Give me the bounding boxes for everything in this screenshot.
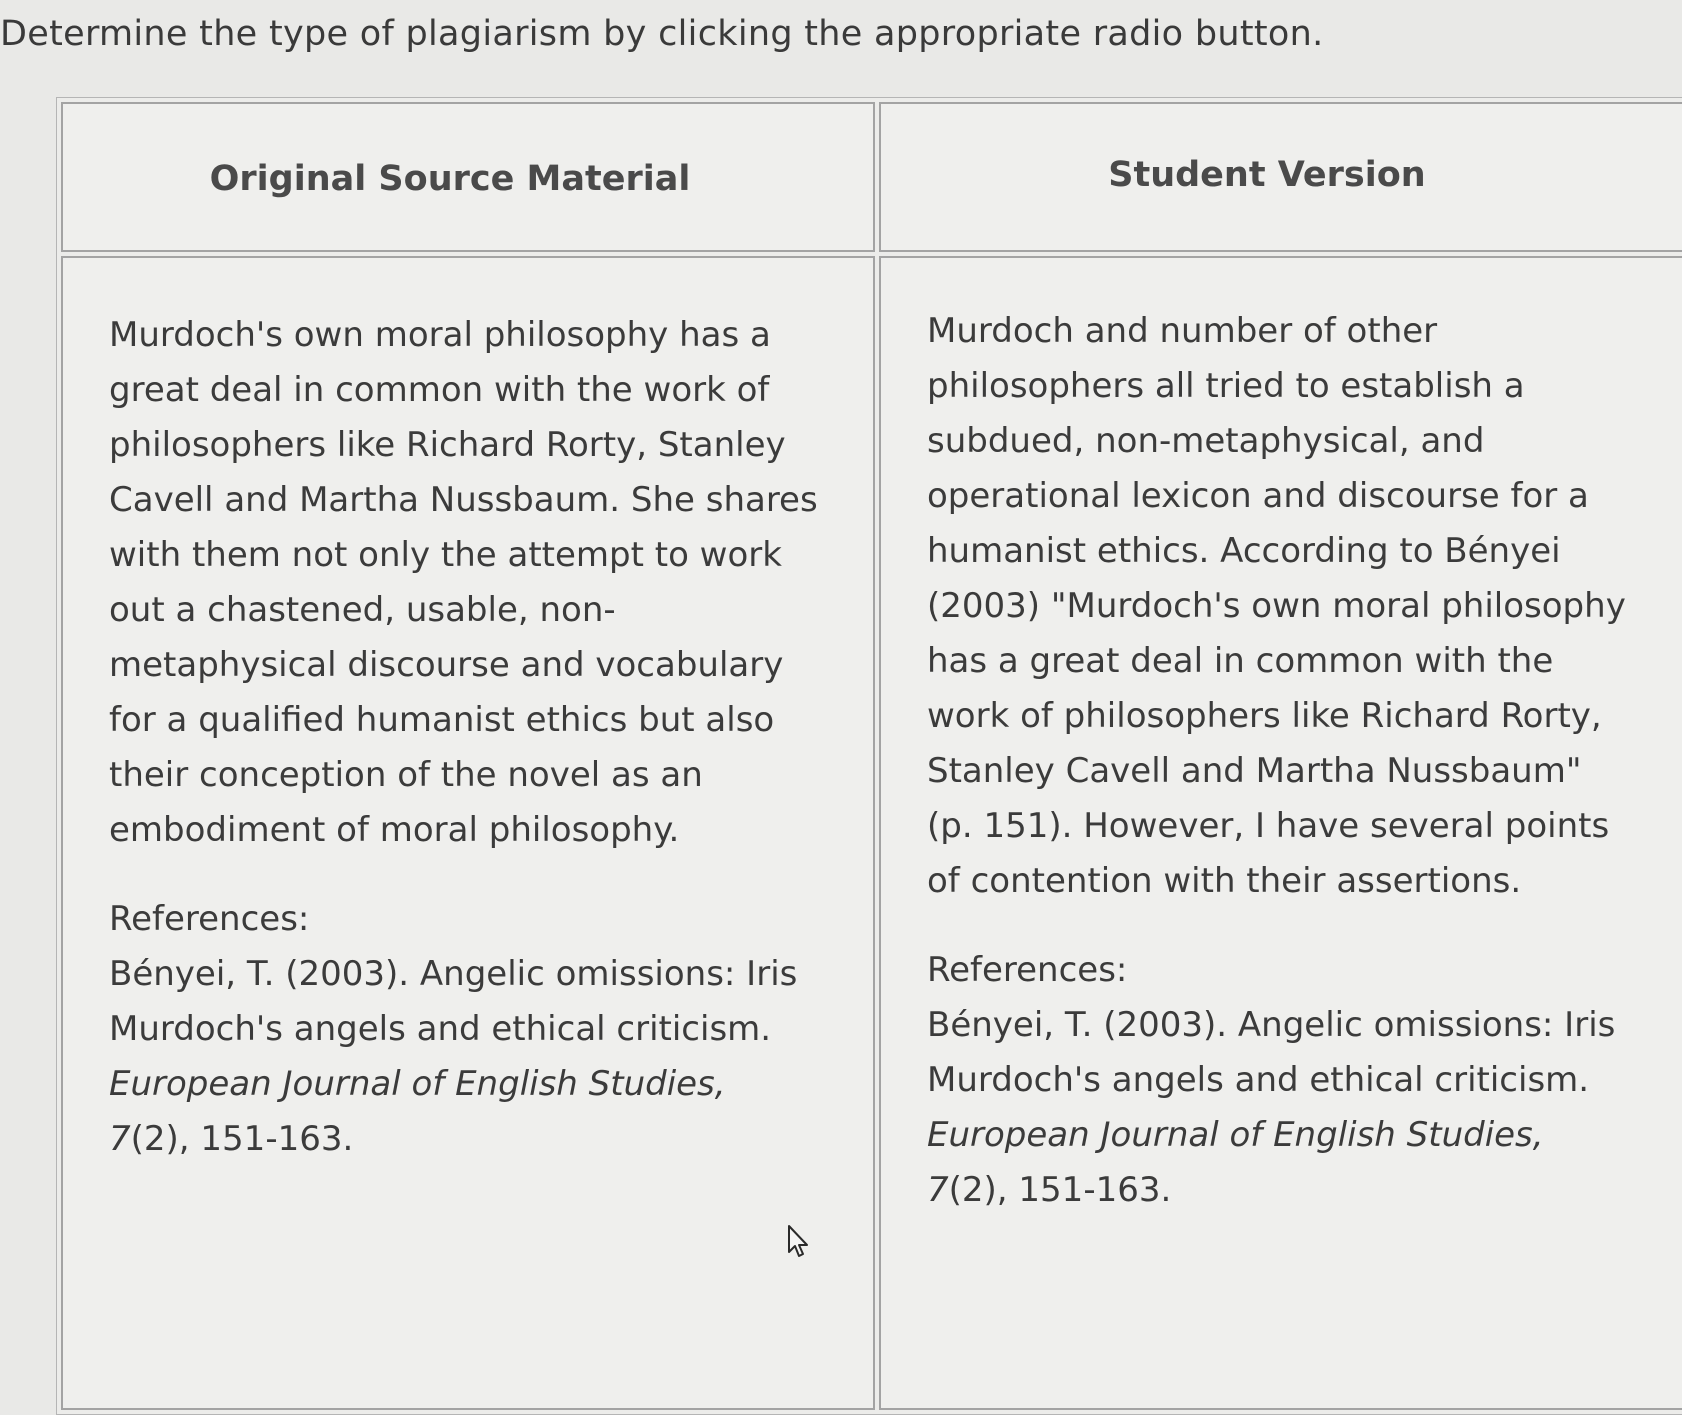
student-line: (2003) "Murdoch's own moral philosophy [927, 586, 1626, 626]
original-line: Cavell and Martha Nussbaum. She shares [109, 480, 818, 520]
original-line: Murdoch's own moral philosophy has a [109, 315, 771, 355]
reference-line: Bényei, T. (2003). Angelic omissions: Iris [927, 1005, 1616, 1045]
table-header-row [61, 102, 1682, 252]
original-line: with them not only the attempt to work [109, 535, 782, 575]
original-line: great deal in common with the work of [109, 370, 770, 410]
original-line: for a qualified humanist ethics but also [109, 700, 775, 740]
student-line: (p. 151). However, I have several points [927, 806, 1610, 846]
student-line: work of philosophers like Richard Rorty, [927, 696, 1602, 736]
student-line: philosophers all tried to establish a [927, 366, 1525, 406]
reference-journal: European Journal of English Studies, [109, 1064, 726, 1104]
student-line: of contention with their assertions. [927, 861, 1522, 901]
original-source-cell [61, 256, 875, 1410]
references-label: References: [109, 899, 310, 939]
student-line: humanist ethics. According to Bényei [927, 531, 1561, 571]
original-passage [109, 308, 843, 858]
student-passage [927, 304, 1649, 909]
table-row [61, 256, 1682, 1410]
reference-volume: 7 [109, 1119, 131, 1159]
references-label: References: [927, 950, 1128, 990]
student-line: subdued, non-metaphysical, and [927, 421, 1485, 461]
reference-issue-pages: (2), 151-163. [130, 1119, 354, 1159]
student-version-header-label: Student Version [1108, 155, 1426, 195]
comparison-table [56, 97, 1682, 1415]
original-source-header [61, 102, 875, 252]
student-version-header [879, 102, 1682, 252]
reference-line: Murdoch's angels and ethical criticism. [927, 1060, 1590, 1100]
original-references [109, 892, 843, 1167]
reference-volume-line [927, 1163, 1649, 1218]
original-source-header-label: Original Source Material [209, 159, 691, 199]
original-line: out a chastened, usable, non- [109, 590, 616, 630]
reference-volume-line [109, 1112, 843, 1167]
original-line: their conception of the novel as an [109, 755, 703, 795]
student-references [927, 943, 1649, 1218]
reference-line: Murdoch's angels and ethical criticism. [109, 1009, 772, 1049]
mouse-pointer-icon [787, 1224, 813, 1260]
reference-issue-pages: (2), 151-163. [948, 1170, 1172, 1210]
original-line: embodiment of moral philosophy. [109, 810, 680, 850]
instruction-text: Determine the type of plagiarism by clicking the appropriate radio button. [0, 14, 1324, 54]
student-line: Stanley Cavell and Martha Nussbaum" [927, 751, 1582, 791]
original-line: philosophers like Richard Rorty, Stanley [109, 425, 786, 465]
original-line: metaphysical discourse and vocabulary [109, 645, 784, 685]
student-version-cell [879, 256, 1682, 1410]
reference-volume: 7 [927, 1170, 949, 1210]
reference-journal: European Journal of English Studies, [927, 1115, 1544, 1155]
student-line: has a great deal in common with the [927, 641, 1554, 681]
reference-line: Bényei, T. (2003). Angelic omissions: Iris [109, 954, 798, 994]
student-line: Murdoch and number of other [927, 311, 1438, 351]
student-line: operational lexicon and discourse for a [927, 476, 1589, 516]
